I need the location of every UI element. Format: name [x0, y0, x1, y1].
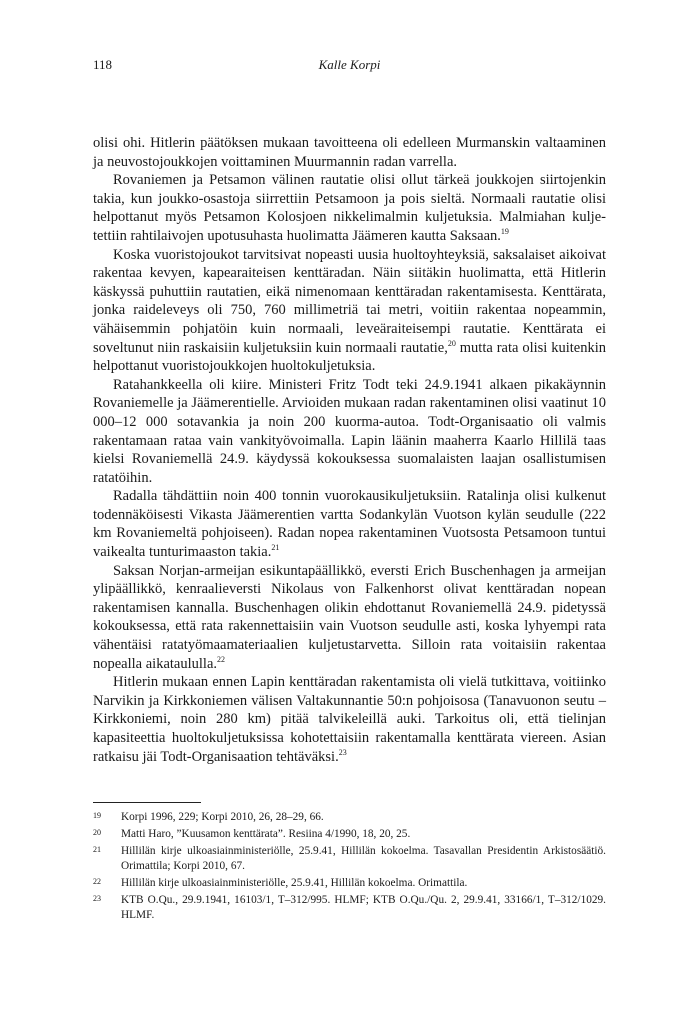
- footnote: [93, 893, 606, 922]
- footnote-divider: [93, 802, 201, 803]
- footnote-text: KTB O.Qu., 29.9.1941, 16103/1, T–312/995. HLMF; KTB O.Qu./Qu. 2, 29.9.41, 33166/1, T–312/1029. HLMF.: [121, 893, 606, 921]
- footnote-number: 23: [93, 893, 101, 903]
- footnote-text: Hillilän kirje ulkoasiainministeriölle, 25.9.41, Hillilän kokoelma. Tasavallan Presidentin Arkistosäätiö. Orimattila; Korpi 2010, 67.: [121, 845, 606, 872]
- paragraph-text: Ratahankkeella oli kiire. Ministeri Fritz Todt teki 24.9.1941 alkaen pikakäynnin Rovaniemelle ja Jäämerentielle. Arvioiden mukaan radan rakentaminen olisi vaatinut 10 000–12 000 sotavankia ja noin 200 kuorma-autoa. Todt-Organisaatio oli valmis rakentamaan rataa vain vankityövoimalla. Lapin läänin maaherra Kaarlo Hillilä taas kielsi Rovaniemellä 24.9. käydyssä kokouksessa suomalaisten laajan osallistumisen ratatöihin.: [93, 376, 606, 486]
- paragraph-text: Saksan Norjan-armeijan esikuntapäällikkö, eversti Erich Buschenhagen ja armeijan ylipäällikkö, kenraalieversti Nikolaus von Falkenhorst olivat kenttäradan nopean rakentamisen kannalla. Buschenhagen olikin ehdottanut Rovaniemellä 24.9. pidetyssä kokouksessa, että rata rakennettaisiin vain Vuotson seudulle asti, koska lyhyempi rata vähentäisi ratatyömaamateriaalien kuljetustarvetta. Silloin rata voitaisiin rakentaa nopealla aikataululla.: [93, 562, 606, 672]
- footnote-number: 20: [93, 828, 101, 838]
- paragraph: [93, 673, 606, 766]
- footnote-number: 22: [93, 876, 101, 886]
- paragraph-text: Koska vuoristojoukot tarvitsivat nopeasti uusia huoltoyhteyksiä, saksalaiset aikoivat rakentaa kevyen, kapearaiteisen kenttäradan. Näin siitäkin huolimatta, että Hitlerin käskyssä puhuttiin rautatien, eikä nimenomaan kenttäradan rakentamisesta. Kenttärata, jonka raideleveys oli 750, 760 millimetriä tai metri, voitiin rakentaa nopeammin, vähäisemmin pohjatöin kuin normaali, leveäraiteisempi rautatie. Kenttärata ei soveltunut niin raskaisiin kuljetuksiin kuin normaali rautatie,: [93, 246, 606, 356]
- footnote-text: Korpi 1996, 229; Korpi 2010, 26, 28–29, 66.: [121, 811, 324, 823]
- page-number: 118: [93, 57, 113, 72]
- footnote-ref[interactable]: 23: [338, 747, 347, 757]
- running-head: Kalle Korpi: [318, 57, 381, 72]
- paragraph: [93, 376, 606, 488]
- paragraph: [93, 562, 606, 674]
- page-header: [93, 57, 606, 75]
- footnotes: [93, 810, 606, 925]
- footnote-number: 21: [93, 845, 101, 855]
- footnote-text: Hillilän kirje ulkoasiainministeriölle, 25.9.41, Hillilän kokoelma. Orimattila.: [121, 876, 468, 889]
- footnote-ref[interactable]: 19: [500, 227, 509, 237]
- footnote-ref[interactable]: 20: [447, 338, 456, 348]
- footnote: [93, 827, 606, 842]
- footnote: [93, 876, 606, 891]
- paragraph-text: Hitlerin mukaan ennen Lapin kenttäradan rakentamista oli vielä tutkittava, voitiinko Narvikin ja Kirkkoniemen välisen Valtakunnantie 50:n pohjoisosa (Tanavuonon seutu – Kirkkoniemi, noin 280 km) pitää talvikeleillä auki. Tarkoitus oli, että tielinjan kapasiteettia huoltokuljetuksissa kohotettaisiin rakentamalla kenttärata viereen. Asian ratkaisu jäi Todt-Organisaation tehtäväksi.: [93, 674, 606, 765]
- paragraph-text: Rovaniemen ja Petsamon välinen rautatie olisi ollut tärkeä joukkojen siirtojenkin takia, kun joukko-osastoja siirrettiin Petsamoon ja pois sieltä. Normaali rautatie olisi helpottanut myös Petsamon Kolosjoen nikkelimalmin kuljetuksia. Malmiahan kuljetettiin rahtilaivojen upotusuhasta huolimatta Jäämeren kautta Saksaan.: [93, 172, 606, 244]
- footnote: [93, 810, 606, 825]
- footnote: [93, 844, 606, 873]
- paragraph-text: olisi ohi. Hitlerin päätöksen mukaan tavoitteena oli edelleen Murmanskin valtaaminen ja neuvostojoukkojen voittaminen Muurmannin radan varrella.: [93, 135, 606, 170]
- paragraph: [93, 171, 606, 245]
- paragraph-text: Radalla tähdättiin noin 400 tonnin vuorokausikuljetuksiin. Ratalinja olisi kulkenut todennäköisesti Vikasta Jäämerentien vartta Sodankylän Vuotson kylän seudulle (222 km Rovaniemeltä pohjoiseen). Radan nopea rakentaminen Vuotsosta Petsamoon tuntui vaikealta tunturimaaston takia.: [93, 488, 606, 561]
- body-text: [93, 134, 606, 766]
- paragraph: [93, 246, 606, 376]
- paragraph-text-continued: mutta rata olisi kuitenkin helpottanut vuoristojoukkojen huoltokuljetuksia.: [93, 339, 606, 375]
- footnote-ref[interactable]: 22: [217, 654, 226, 664]
- footnote-ref[interactable]: 21: [271, 543, 280, 553]
- paragraph: [93, 487, 606, 561]
- footnote-text: Matti Haro, ”Kuusamon kenttärata”. Resiina 4/1990, 18, 20, 25.: [121, 828, 411, 841]
- paragraph: [93, 134, 606, 171]
- footnote-number: 19: [93, 811, 101, 820]
